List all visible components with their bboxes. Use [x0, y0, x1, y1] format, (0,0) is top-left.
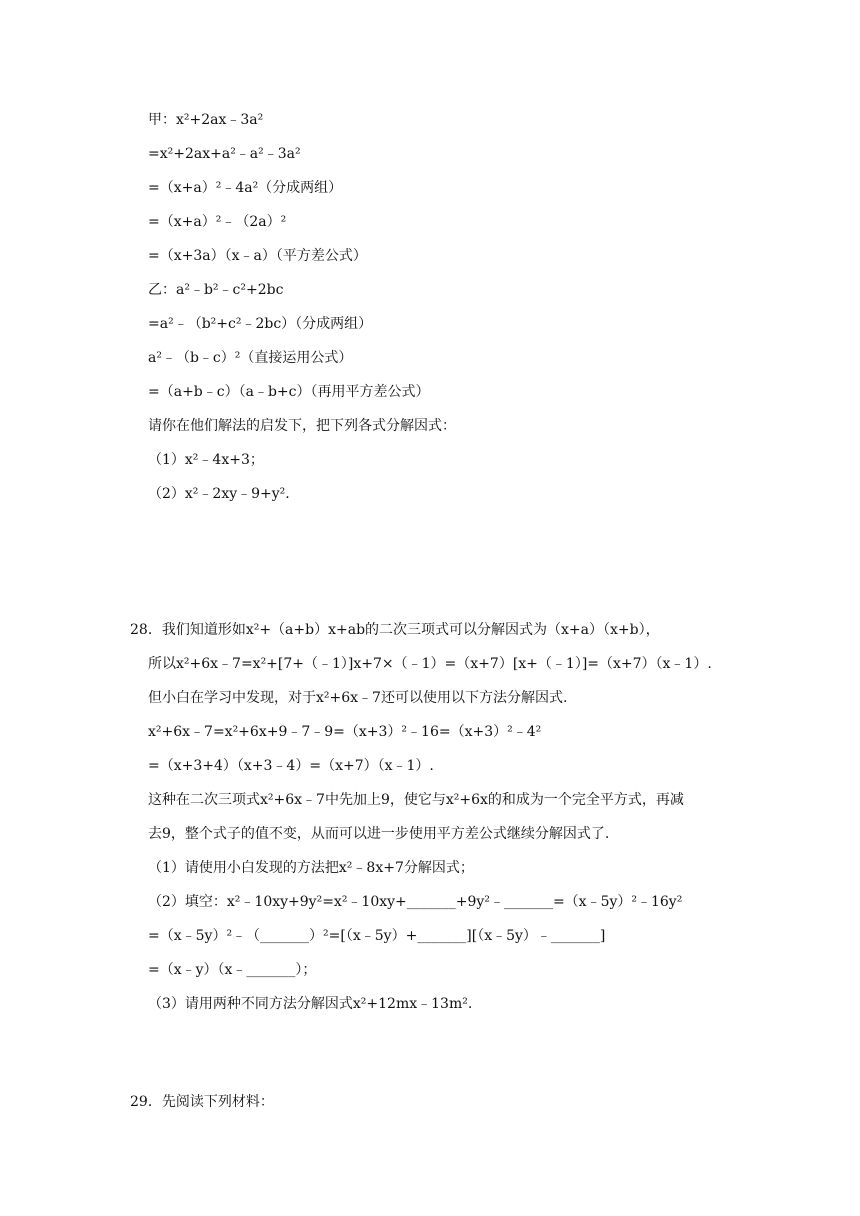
text-line: =（x+3+4）（x+3﹣4）=（x+7）（x﹣1）. — [148, 758, 434, 774]
text-line: 但小白在学习中发现，对于x²+6x﹣7还可以使用以下方法分解因式. — [148, 690, 568, 706]
text-line: 甲：x²+2ax﹣3a² — [148, 112, 264, 128]
text-line: =（x﹣5y）²﹣（_______）²=[（x﹣5y）+_______][（x﹣5y）﹣_______] — [148, 928, 606, 944]
text-line: =a²﹣（b²+c²﹣2bc）（分成两组） — [148, 316, 373, 332]
question-title: 29．先阅读下列材料： — [130, 1094, 274, 1110]
text-line: 所以x²+6x﹣7=x²+[7+（﹣1）]x+7×（﹣1）=（x+7）[x+（﹣1）]=（x+7）（x﹣1）. — [148, 656, 712, 672]
text-line: （1）x²﹣4x+3； — [148, 452, 264, 468]
text-line: 乙：a²﹣b²﹣c²+2bc — [148, 282, 284, 298]
text-line: （1）请使用小白发现的方法把x²﹣8x+7分解因式； — [148, 860, 474, 876]
text-line: 去9，整个式子的值不变，从而可以进一步使用平方差公式继续分解因式了. — [148, 826, 610, 842]
text-line: （3）请用两种不同方法分解因式x²+12mx﹣13m². — [148, 996, 473, 1012]
text-line: （2）x²﹣2xy﹣9+y². — [148, 486, 290, 502]
text-line: =（x+3a）（x﹣a）（平方差公式） — [148, 248, 367, 264]
text-line: 这种在二次三项式x²+6x﹣7中先加上9，使它与x²+6x的和成为一个完全平方式，再减 — [148, 792, 684, 808]
text-line: =（a+b﹣c）（a﹣b+c）（再用平方差公式） — [148, 384, 430, 400]
text-line: 请你在他们解法的启发下，把下列各式分解因式： — [148, 418, 456, 434]
question-title: 28．我们知道形如x²+（a+b）x+ab的二次三项式可以分解因式为（x+a）（x+b）， — [130, 622, 660, 638]
text-line: =x²+2ax+a²﹣a²﹣3a² — [148, 146, 301, 162]
text-line: x²+6x﹣7=x²+6x+9﹣7﹣9=（x+3）²﹣16=（x+3）²﹣4² — [148, 724, 542, 740]
text-line: （2）填空：x²﹣10xy+9y²=x²﹣10xy+_______+9y²﹣_______=（x﹣5y）²﹣16y² — [148, 894, 683, 910]
text-line: =（x+a）²﹣4a²（分成两组） — [148, 180, 343, 196]
text-line: a²﹣（b﹣c）²（直接运用公式） — [148, 350, 353, 366]
text-line: =（x﹣y）（x﹣_______）； — [148, 962, 317, 978]
text-line: =（x+a）²﹣（2a）² — [148, 214, 287, 230]
